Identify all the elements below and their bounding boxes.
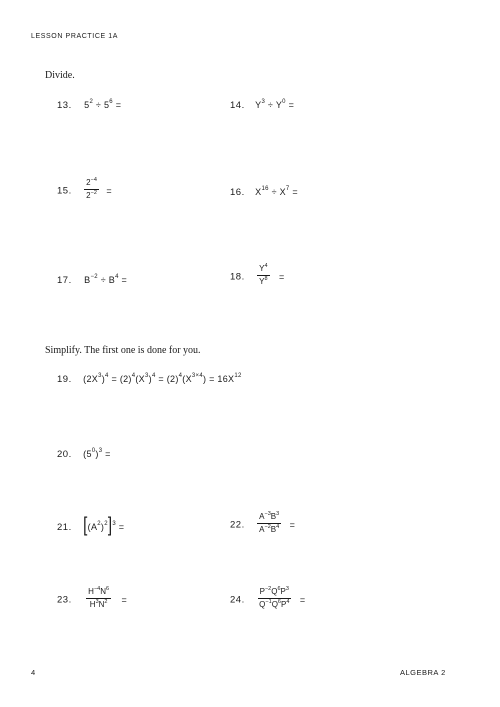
problem-16 [230, 182, 298, 200]
problem-number: 20. [57, 449, 72, 460]
problem-expression: $(5^0)^3$ = [83, 448, 111, 459]
page-number: 4 [31, 668, 36, 677]
problem-expression: $X^{16} \div X^7$ = [255, 186, 298, 197]
problem-number: 24. [230, 594, 245, 606]
problem-fraction: $\frac{P^{-2}Q^6P^3}{Q^{-1}Q^6P^4}$ [259, 586, 290, 609]
problem-expression: $5^2 \div 5^6$ = [84, 99, 122, 110]
divide-instruction: Divide. [45, 70, 75, 81]
equals-sign: = [279, 271, 285, 282]
problem-22 [230, 512, 295, 535]
problem-fraction: $\frac{Y^4}{Y^8}$ [259, 263, 268, 286]
problem-number: 17. [57, 275, 72, 286]
equals-sign: = [289, 519, 296, 530]
problem-number: 14. [230, 100, 245, 111]
problem-20 [57, 444, 111, 462]
problem-number: 21. [57, 522, 72, 533]
problem-expression: $[(A^2)^2]^3$ = [83, 514, 125, 537]
problem-18 [230, 264, 285, 287]
problem-number: 18. [230, 271, 245, 283]
equals-sign: = [299, 594, 306, 605]
equals-sign: = [106, 185, 112, 196]
problem-expression: $Y^3 \div Y^0$ = [255, 99, 295, 110]
problem-19 [57, 369, 242, 387]
worked-example: $(2X^3)^4 = (2)^4(X^3)^4 = (2)^4(X^{3\times 4}) = 16X^{12}$ [83, 373, 242, 384]
problem-23 [57, 587, 127, 610]
problem-15 [57, 178, 112, 201]
problem-number: 22. [230, 519, 245, 531]
problem-13 [57, 95, 121, 113]
problem-24 [230, 587, 305, 610]
problem-number: 16. [230, 187, 245, 198]
problem-expression: $B^{-2} \div B^4$ = [84, 274, 128, 285]
problem-number: 15. [57, 185, 72, 197]
book-title: ALGEBRA 2 [400, 668, 446, 677]
problem-number: 13. [57, 100, 72, 111]
page-header: LESSON PRACTICE 1A [31, 33, 119, 40]
equals-sign: = [121, 594, 128, 605]
problem-fraction: $\frac{H^{-4}N^6}{H^3N^2}$ [88, 586, 110, 609]
problem-fraction: $\frac{A^{-3}B^3}{A^{-2}B^4}$ [259, 511, 280, 534]
problem-21 [57, 514, 125, 537]
problem-number: 19. [57, 374, 72, 385]
simplify-instruction: Simplify. The first one is done for you. [45, 345, 201, 356]
problem-fraction: $\frac{2^{-4}}{2^{-2}}$ [86, 177, 97, 200]
problem-number: 23. [57, 594, 72, 606]
problem-14 [230, 95, 294, 113]
problem-17 [57, 270, 127, 288]
